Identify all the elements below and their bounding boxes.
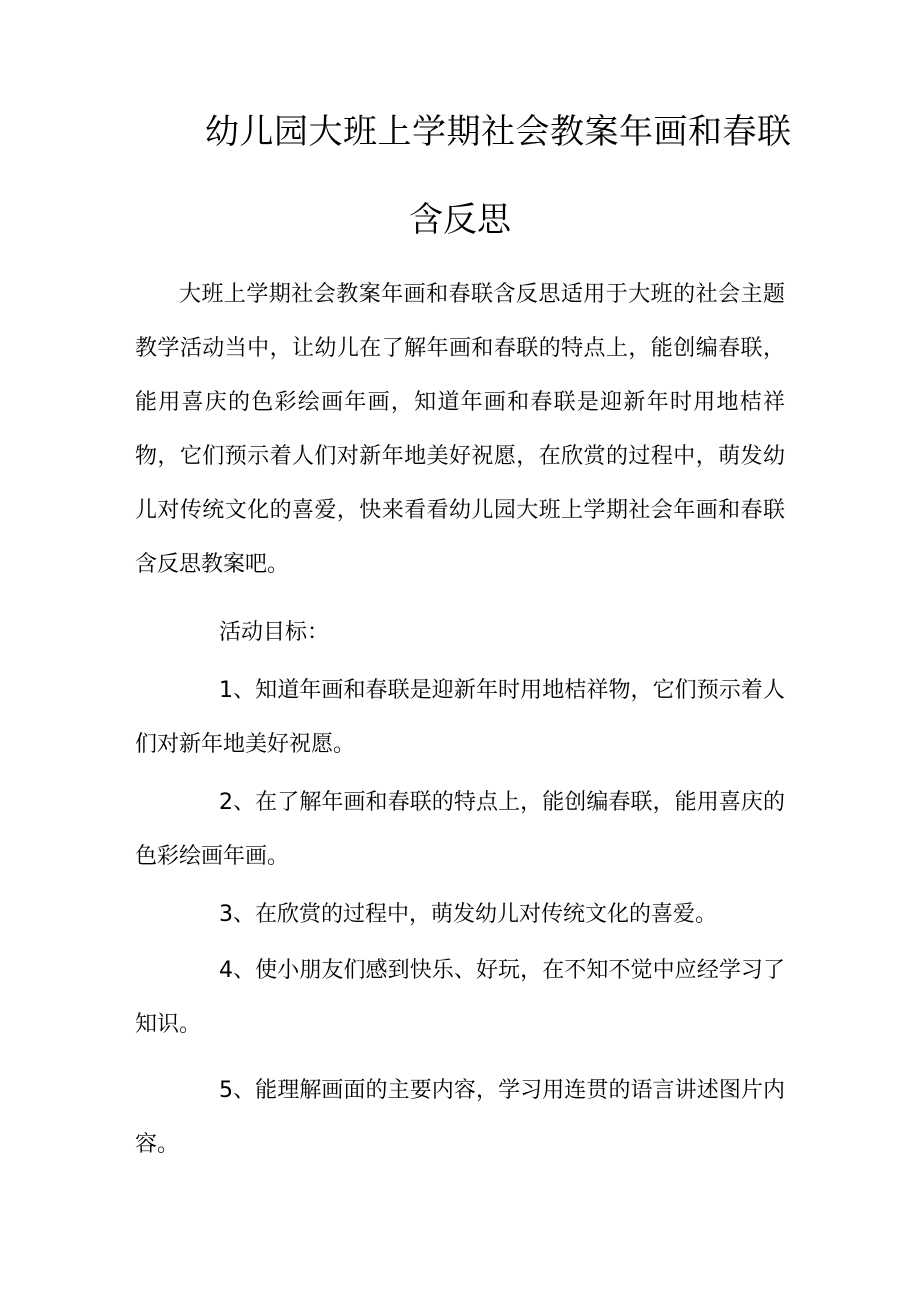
goal-item-3: 3、在欣赏的过程中，萌发幼儿对传统文化的喜爱。 <box>219 902 717 927</box>
document-title-line-1: 幼儿园大班上学期社会教案年画和春联 <box>205 112 792 152</box>
document-title-line-2: 含反思 <box>409 200 511 240</box>
goal-item-1: 1、知道年画和春联是迎新年时用地桔祥物，它们预示着人们对新年地美好祝愿。 <box>135 678 785 757</box>
goal-item-4: 4、使小朋友们感到快乐、好玩，在不知不觉中应经学习了知识。 <box>135 958 785 1037</box>
goal-item-5: 5、能理解画面的主要内容，学习用连贯的语言讲述图片内容。 <box>135 1078 785 1157</box>
goals-heading: 活动目标： <box>219 620 330 645</box>
intro-paragraph: 大班上学期社会教案年画和春联含反思适用于大班的社会主题教学活动当中，让幼儿在了解年画和春联的特点上，能创编春联，能用喜庆的色彩绘画年画，知道年画和春联是迎新年时用地桔祥物，它们预示着人们对新年地美好祝愿，在欣赏的过程中，萌发幼儿对传统文化的喜爱，快来看看幼儿园大班上学期社会年画和春联含反思教案吧。 <box>135 282 785 577</box>
goal-item-2: 2、在了解年画和春联的特点上，能创编春联，能用喜庆的色彩绘画年画。 <box>135 790 785 869</box>
